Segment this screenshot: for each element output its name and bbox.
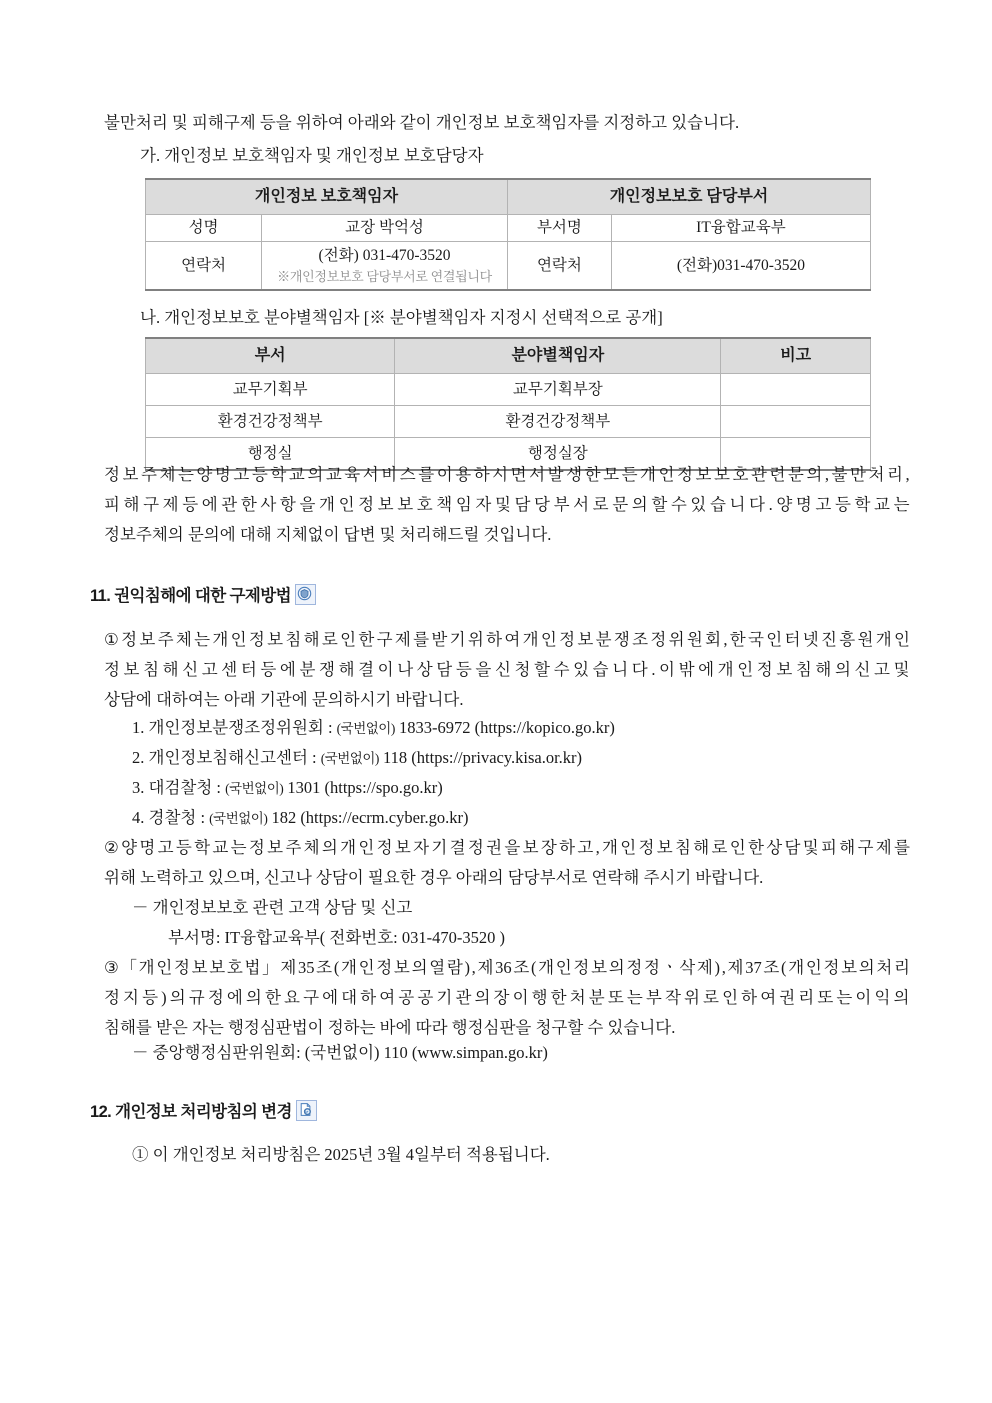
agency-list-item xyxy=(132,713,615,744)
section-12-heading-text: 12. 개인정보 처리방침의 변경 xyxy=(90,1103,292,1121)
s11-p2-line-2 xyxy=(104,863,910,893)
cell-department: 교무기획부 xyxy=(146,374,395,406)
contact-phone: (전화) 031-470-3520 xyxy=(318,247,451,264)
field-managers-table xyxy=(145,337,871,471)
header-department: 부서 xyxy=(146,338,395,374)
cell-label-contact-right: 연락처 xyxy=(507,242,611,291)
cell-value-deptname: IT융합교육부 xyxy=(611,215,870,242)
table-head xyxy=(146,338,871,374)
agency-name: 대검찰청 : xyxy=(148,778,221,797)
privacy-officer-table xyxy=(145,178,871,291)
section-12-paragraph-1: ① 이 개인정보 처리방침은 2025년 3월 4일부터 적용됩니다. xyxy=(132,1145,550,1164)
agency-number: 2. xyxy=(132,748,145,767)
agency-prefix: (국번없이) xyxy=(320,751,379,766)
cell-label-contact: 연락처 xyxy=(146,242,262,291)
header-department: 개인정보보호 담당부서 xyxy=(507,179,870,215)
cell-department: 행정실 xyxy=(146,438,395,471)
cell-value-contact-right: (전화)031-470-3520 xyxy=(611,242,870,291)
agency-url[interactable]: (https://kopico.go.kr) xyxy=(474,718,615,737)
agency-list-item xyxy=(132,803,468,834)
agency-name: 경찰청 : xyxy=(148,808,206,827)
contact-dash-line: － 개인정보보호 관련 고객 상담 및 신고 xyxy=(132,898,413,917)
table-header-row xyxy=(146,338,871,374)
agency-url[interactable]: (https://spo.go.kr) xyxy=(324,778,443,797)
agency-number: 1. xyxy=(132,718,145,737)
table-body xyxy=(146,374,871,471)
agency-phone: 1301 xyxy=(287,778,321,797)
table-head xyxy=(146,179,871,215)
table-row xyxy=(146,374,871,406)
table-body xyxy=(146,215,871,291)
agency-name: 개인정보침해신고센터 : xyxy=(148,748,317,767)
agency-prefix: (국번없이) xyxy=(209,811,268,826)
appeal-committee-line[interactable]: － 중앙행정심판위원회: (국번없이) 110 (www.simpan.go.kr) xyxy=(132,1043,548,1062)
cell-manager: 환경건강정책부 xyxy=(395,406,721,438)
shield-badge-icon xyxy=(295,584,316,605)
table-row xyxy=(146,242,871,291)
header-manager: 분야별책임자 xyxy=(395,338,721,374)
cell-manager: 행정실장 xyxy=(395,438,721,471)
section-11-heading-text: 11. 권익침해에 대한 구제방법 xyxy=(90,587,291,605)
section-11-paragraph-1 xyxy=(104,625,910,715)
cell-department: 환경건강정책부 xyxy=(146,406,395,438)
s11-p3-line-1: ③ 「 개 인 정 보 보 호 법 」 제 35 조 ( 개 인 정 보 의 열 람 ) , 제 36 조 ( 개 인 정 보 의 정 정 ㆍ 삭 제 ) , 제 37 조 ( 개 인 정 보 의 처 리 xyxy=(104,958,910,977)
agency-number: 4. xyxy=(132,808,145,827)
s11-p3-line-3-text: 침해를 받은 자는 행정심판법이 정하는 바에 따라 행정심판을 청구할 수 있습니다. xyxy=(104,1018,676,1037)
agency-prefix: (국번없이) xyxy=(225,781,284,796)
s11-p1-line-3-text: 상담에 대하여는 아래 기관에 문의하시기 바랍니다. xyxy=(104,690,464,709)
agency-phone: 1833-6972 xyxy=(398,718,471,737)
contact-department-line: 부서명: IT융합교육부( 전화번호: 031-470-3520 ) xyxy=(168,928,505,947)
sub-heading-a: 가. 개인정보 보호책임자 및 개인정보 보호담당자 xyxy=(140,146,484,165)
section-11-paragraph-2 xyxy=(104,833,910,893)
s11-p2-line-2-text: 위해 노력하고 있으며, 신고나 상담이 필요한 경우 아래의 담당부서로 연락해 주시기 바랍니다. xyxy=(104,868,764,887)
section-11-paragraph-3 xyxy=(104,953,910,1043)
agency-phone: 118 xyxy=(383,748,408,767)
document-refresh-badge-icon xyxy=(296,1100,317,1121)
paragraph-2-line-3-text: 정보주체의 문의에 대해 지체없이 답변 및 처리해드릴 것입니다. xyxy=(104,525,552,544)
s11-p3-line-2: 정 지 등 ) 의 규 정 에 의 한 요 구 에 대 하 여 공 공 기 관 의 장 이 행 한 처 분 또 는 부 작 위 로 인 하 여 권 리 또 는 이 익 의 xyxy=(104,988,910,1007)
s11-p1-line-1: ① 정 보 주 체 는 개 인 정 보 침 해 로 인 한 구 제 를 받 기 위 하 여 개 인 정 보 분 쟁 조 정 위 원 회 , 한 국 인 터 넷 진 흥 원 개 인 xyxy=(104,630,910,649)
agency-list-item xyxy=(132,743,582,774)
section-11-heading xyxy=(90,582,316,606)
paragraph-2-line-1: 정 보 주 체 는 양 명 고 등 학 교 의 교 육 서 비 스 를 이 용 하 시 면 서 발 생 한 모 든 개 인 정 보 보 호 관 련 문 의 , 불 만 처 리 , xyxy=(104,465,910,484)
header-officer: 개인정보 보호책임자 xyxy=(146,179,508,215)
cell-manager: 교무기획부장 xyxy=(395,374,721,406)
table-header-row xyxy=(146,179,871,215)
header-note: 비고 xyxy=(721,338,871,374)
agency-prefix: (국번없이) xyxy=(336,721,395,736)
agency-url[interactable]: (https://ecrm.cyber.go.kr) xyxy=(300,808,469,827)
intro-paragraph: 불만처리 및 피해구제 등을 위하여 아래와 같이 개인정보 보호책임자를 지정하고 있습니다. xyxy=(104,113,740,132)
table-row xyxy=(146,215,871,242)
cell-note xyxy=(721,406,871,438)
agency-number: 3. xyxy=(132,778,145,797)
cell-value-contact xyxy=(262,242,508,291)
cell-value-name: 교장 박억성 xyxy=(262,215,508,242)
s11-p1-line-3 xyxy=(104,685,910,715)
cell-label-name: 성명 xyxy=(146,215,262,242)
cell-note xyxy=(721,374,871,406)
agency-url[interactable]: (https://privacy.kisa.or.kr) xyxy=(411,748,583,767)
section-12-heading xyxy=(90,1098,317,1122)
paragraph-2-line-2: 피 해 구 제 등 에 관 한 사 항 을 개 인 정 보 보 호 책 임 자 및 담 당 부 서 로 문 의 할 수 있 습 니 다 . 양 명 고 등 학 교 는 xyxy=(104,495,910,514)
paragraph-2-line-3 xyxy=(104,520,910,550)
agency-list-item xyxy=(132,773,443,804)
sub-heading-b: 나. 개인정보보호 분야별책임자 [※ 분야별책임자 지정시 선택적으로 공개] xyxy=(140,308,663,327)
agency-name: 개인정보분쟁조정위원회 : xyxy=(148,718,333,737)
agency-phone: 182 xyxy=(271,808,297,827)
cell-label-deptname: 부서명 xyxy=(507,215,611,242)
paragraph-2 xyxy=(104,460,910,550)
table-row xyxy=(146,406,871,438)
s11-p1-line-2: 정 보 침 해 신 고 센 터 등 에 분 쟁 해 결 이 나 상 담 등 을 신 청 할 수 있 습 니 다 . 이 밖 에 개 인 정 보 침 해 의 신 고 및 xyxy=(104,660,910,679)
contact-note: ※개인정보보호 담당부서로 연결됩니다 xyxy=(277,269,492,284)
s11-p2-line-1: ② 양 명 고 등 학 교 는 정 보 주 체 의 개 인 정 보 자 기 결 정 권 을 보 장 하 고 , 개 인 정 보 침 해 로 인 한 상 담 및 피 해 구 제 를 xyxy=(104,838,910,857)
